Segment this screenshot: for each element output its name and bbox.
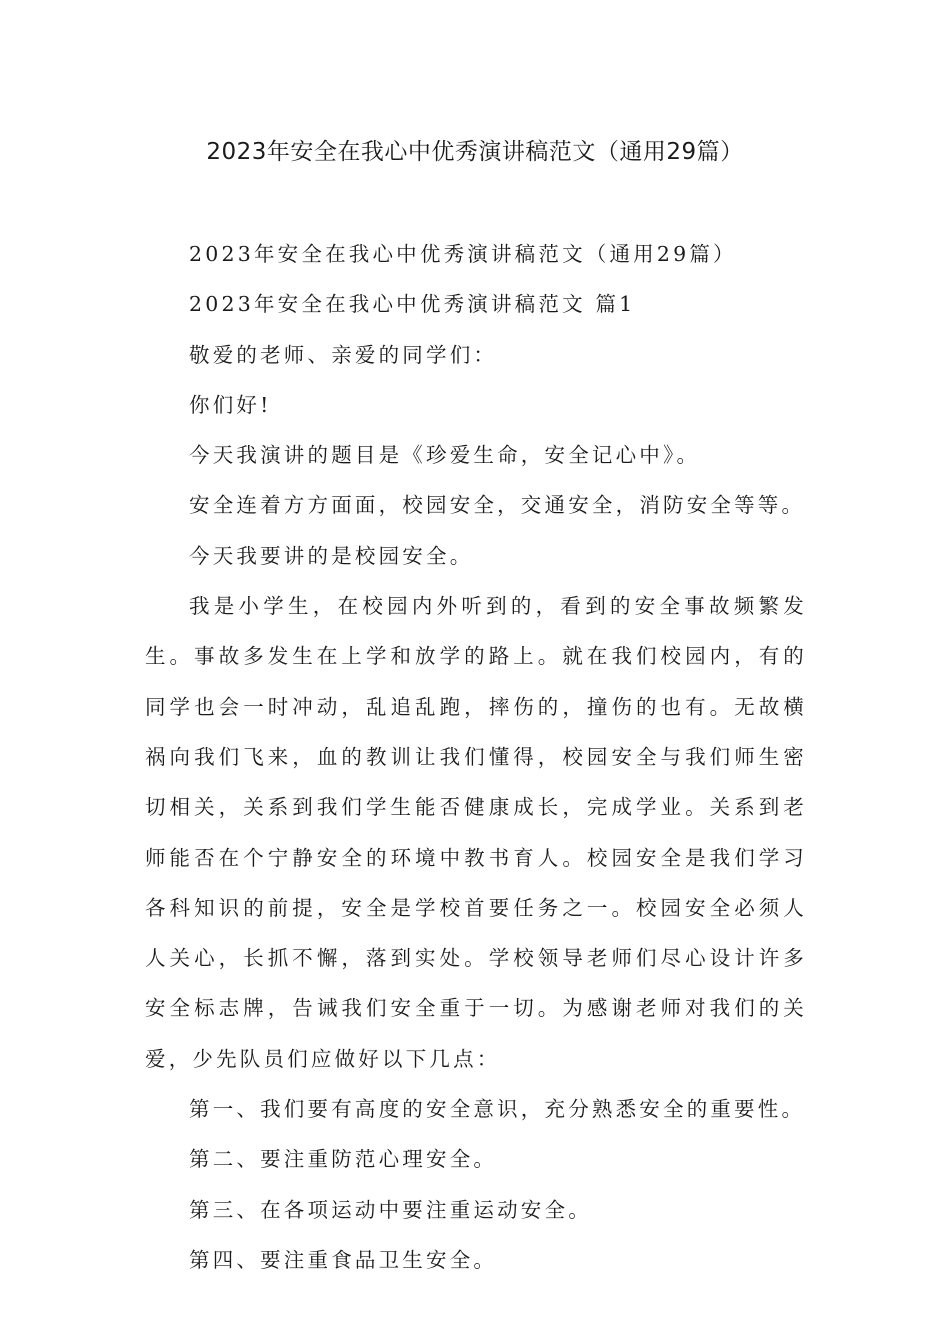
paragraph-main-body: 我是小学生，在校园内外听到的，看到的安全事故频繁发生。事故多发生在上学和放学的路上。就在我们校园内，有的同学也会一时冲动，乱追乱跑，摔伤的，撞伤的也有。无故横祸向我们飞来，血的教训让我们懂得，校园安全与我们师生密切相关，关系到我们学生能否健康成长，完成学业。关系到老师能否在个宁静安全的环境中教书育人。校园安全是我们学习各科知识的前提，安全是学校首要任务之一。校园安全必须人人关心，长抓不懈，落到实处。学校领导老师们尽心设计许多安全标志牌，告诫我们安全重于一切。为感谢老师对我们的关爱，少先队员们应做好以下几点： [145, 594, 807, 1071]
paragraph-safety-aspects: 安全连着方方面面，校园安全，交通安全，消防安全等等。 [189, 493, 806, 518]
paragraph-point-two: 第二、要注重防范心理安全。 [189, 1147, 498, 1172]
paragraph-topic: 今天我演讲的题目是《珍爱生命，安全记心中》。 [189, 443, 701, 468]
paragraph-point-one: 第一、我们要有高度的安全意识，充分熟悉安全的重要性。 [189, 1097, 806, 1122]
document-body [145, 229, 807, 1285]
paragraph-greeting: 你们好! [189, 392, 272, 417]
paragraph-point-four: 第四、要注重食品卫生安全。 [189, 1247, 498, 1272]
paragraph-section-heading: 2023年安全在我心中优秀演讲稿范文 篇1 [189, 292, 636, 317]
paragraph-subtitle: 2023年安全在我心中优秀演讲稿范文（通用29篇） [189, 242, 737, 266]
paragraph-point-three: 第三、在各项运动中要注重运动安全。 [189, 1197, 592, 1222]
paragraph-salutation: 敬爱的老师、亲爱的同学们： [189, 342, 498, 367]
document-title: 2023年安全在我心中优秀演讲稿范文（通用29篇） [206, 139, 744, 165]
paragraph-campus-safety: 今天我要讲的是校园安全。 [189, 543, 474, 568]
